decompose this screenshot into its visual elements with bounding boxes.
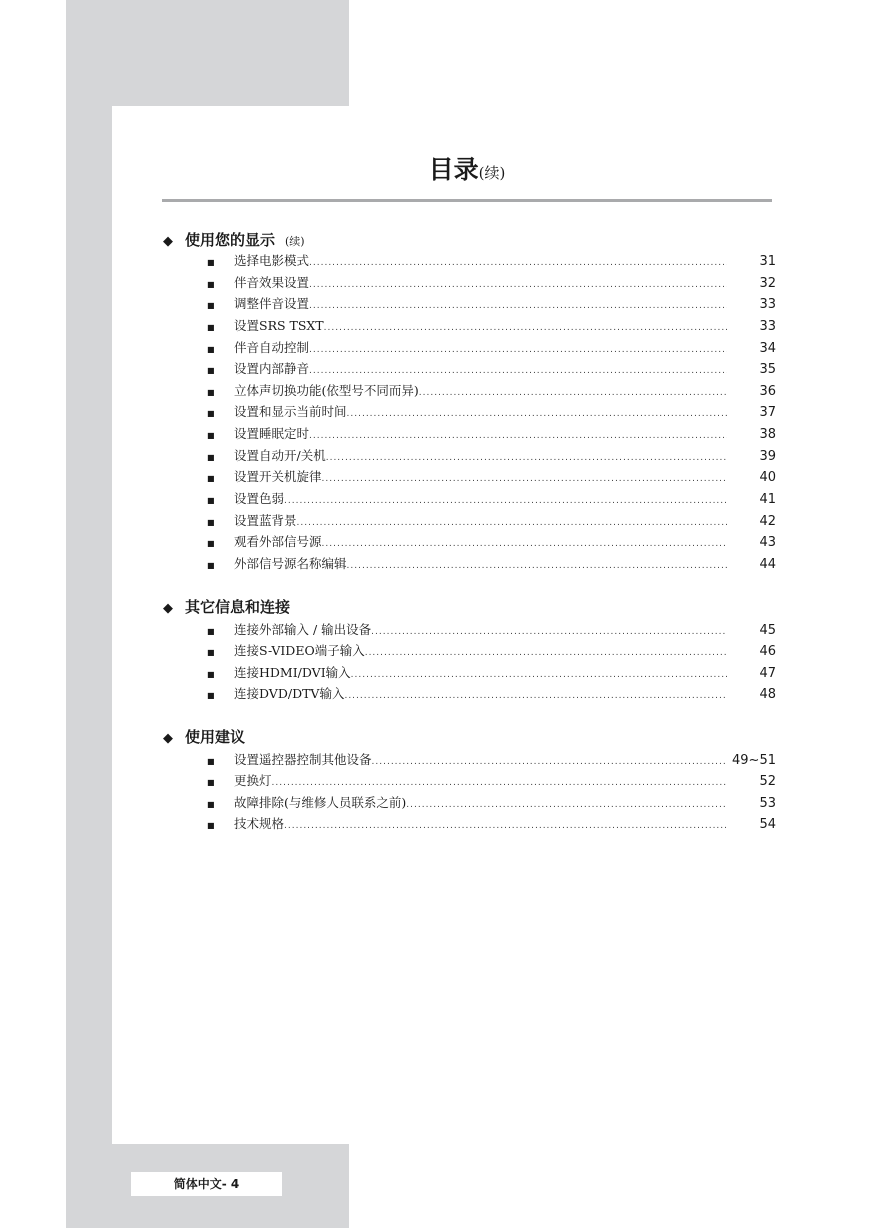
square-bullet-icon: ■ (207, 301, 215, 310)
toc-entry[interactable] (207, 749, 776, 770)
toc-entry-page: 53 (759, 796, 776, 811)
toc-entry-title: 技术规格 (234, 816, 285, 831)
square-bullet-icon: ■ (207, 518, 215, 527)
toc-entry-title: 设置蓝背景 (234, 513, 297, 528)
toc-entry-page: 52 (759, 774, 776, 789)
toc-entry[interactable] (207, 250, 776, 271)
toc-entry[interactable] (207, 488, 776, 509)
toc-entry[interactable] (207, 662, 776, 683)
dot-leader (309, 296, 727, 317)
section-heading (163, 596, 290, 618)
section-title: 使用建议 (185, 728, 246, 746)
toc-entry[interactable] (207, 337, 776, 358)
section-continued-note: (续) (285, 235, 305, 248)
toc-entry-page: 33 (759, 297, 776, 312)
dot-leader (347, 404, 727, 425)
toc-entry[interactable] (207, 272, 776, 293)
section-title: 其它信息和连接 (185, 598, 291, 616)
toc-entry[interactable] (207, 293, 776, 314)
toc-entry-title: 设置内部静音 (234, 361, 310, 376)
toc-entry-title: 伴音效果设置 (234, 275, 310, 290)
section-title: 使用您的显示 (185, 231, 276, 249)
dot-leader (324, 318, 727, 339)
page-title-sub: (续) (478, 164, 506, 182)
toc-entry[interactable] (207, 640, 776, 661)
toc-entry[interactable] (207, 380, 776, 401)
toc-entry-title: 立体声切换功能(依型号不同而异) (234, 383, 419, 398)
toc-entry-page: 39 (759, 449, 776, 464)
toc-entry-page: 34 (759, 341, 776, 356)
dot-leader (344, 686, 727, 707)
diamond-bullet-icon: ◆ (163, 731, 173, 746)
square-bullet-icon: ■ (207, 453, 215, 462)
square-bullet-icon: ■ (207, 474, 215, 483)
square-bullet-icon: ■ (207, 821, 215, 830)
toc-entry-page: 49~51 (732, 753, 776, 768)
toc-entry-page: 42 (759, 514, 776, 529)
square-bullet-icon: ■ (207, 757, 215, 766)
toc-entry-title: 连接S-VIDEO端子输入 (234, 643, 365, 658)
toc-entry-page: 43 (759, 535, 776, 550)
toc-entry-page: 45 (759, 623, 776, 638)
square-bullet-icon: ■ (207, 323, 215, 332)
toc-entry[interactable] (207, 813, 776, 834)
toc-entry[interactable] (207, 423, 776, 444)
square-bullet-icon: ■ (207, 366, 215, 375)
page-title (162, 150, 772, 186)
dot-leader (347, 556, 727, 577)
toc-entry[interactable] (207, 466, 776, 487)
dot-leader (365, 643, 727, 664)
toc-entry[interactable] (207, 401, 776, 422)
toc-entry-title: 调整伴音设置 (234, 296, 310, 311)
diamond-bullet-icon: ◆ (163, 601, 173, 616)
square-bullet-icon: ■ (207, 670, 215, 679)
toc-entry-page: 47 (759, 666, 776, 681)
dot-leader (309, 426, 727, 447)
toc-entry-page: 44 (759, 557, 776, 572)
dot-leader (309, 361, 727, 382)
toc-entry-page: 40 (759, 470, 776, 485)
square-bullet-icon: ■ (207, 561, 215, 570)
toc-entry[interactable] (207, 445, 776, 466)
toc-entry-title: 连接HDMI/DVI输入 (234, 665, 351, 680)
square-bullet-icon: ■ (207, 800, 215, 809)
square-bullet-icon: ■ (207, 496, 215, 505)
square-bullet-icon: ■ (207, 280, 215, 289)
dot-leader (284, 491, 727, 512)
toc-entry-title: 更换灯 (234, 773, 272, 788)
toc-entry[interactable] (207, 531, 776, 552)
toc-entry-title: 故障排除(与维修人员联系之前) (234, 795, 407, 810)
square-bullet-icon: ■ (207, 388, 215, 397)
toc-entry[interactable] (207, 770, 776, 791)
toc-entry-page: 48 (759, 687, 776, 702)
toc-entry-title: 设置色弱 (234, 491, 285, 506)
toc-entry-title: 选择电影模式 (234, 253, 310, 268)
toc-entry-page: 31 (759, 254, 776, 269)
toc-entry-title: 外部信号源名称编辑 (234, 556, 347, 571)
dot-leader (322, 469, 727, 490)
toc-entry-page: 35 (759, 362, 776, 377)
square-bullet-icon: ■ (207, 627, 215, 636)
dot-leader (322, 534, 727, 555)
section-heading (163, 726, 245, 748)
diamond-bullet-icon: ◆ (163, 234, 173, 249)
toc-entry-page: 33 (759, 319, 776, 334)
toc-entry-page: 32 (759, 276, 776, 291)
section-heading (163, 229, 305, 251)
toc-entry-page: 38 (759, 427, 776, 442)
dot-leader (272, 773, 727, 794)
toc-entry[interactable] (207, 792, 776, 813)
toc-entry-title: 观看外部信号源 (234, 534, 322, 549)
square-bullet-icon: ■ (207, 345, 215, 354)
toc-entry[interactable] (207, 510, 776, 531)
toc-entry-title: 设置SRS TSXT (234, 318, 324, 333)
toc-entry-title: 伴音自动控制 (234, 340, 310, 355)
toc-entry[interactable] (207, 683, 776, 704)
title-divider (162, 199, 772, 202)
toc-entry-page: 36 (759, 384, 776, 399)
toc-entry-title: 连接外部输入 / 输出设备 (234, 622, 372, 637)
dot-leader (309, 253, 727, 274)
square-bullet-icon: ■ (207, 648, 215, 657)
square-bullet-icon: ■ (207, 431, 215, 440)
toc-entry-title: 设置睡眠定时 (234, 426, 310, 441)
toc-entry-title: 连接DVD/DTV输入 (234, 686, 345, 701)
toc-entry-title: 设置开关机旋律 (234, 469, 322, 484)
square-bullet-icon: ■ (207, 691, 215, 700)
page-title-main: 目录 (428, 155, 479, 184)
square-bullet-icon: ■ (207, 258, 215, 267)
dot-leader (284, 816, 727, 837)
toc-entry-page: 46 (759, 644, 776, 659)
toc-entry-page: 41 (759, 492, 776, 507)
toc-entry-title: 设置和显示当前时间 (234, 404, 347, 419)
square-bullet-icon: ■ (207, 539, 215, 548)
toc-entry-page: 37 (759, 405, 776, 420)
decor-gray-strip-left (66, 0, 112, 1228)
page-footer-label: 简体中文- 4 (131, 1172, 282, 1196)
toc-entry-title: 设置遥控器控制其他设备 (234, 752, 372, 767)
toc-entry[interactable] (207, 553, 776, 574)
square-bullet-icon: ■ (207, 778, 215, 787)
toc-entry[interactable] (207, 315, 776, 336)
toc-entry[interactable] (207, 358, 776, 379)
square-bullet-icon: ■ (207, 409, 215, 418)
toc-entry-title: 设置自动开/关机 (234, 448, 326, 463)
toc-entry[interactable] (207, 619, 776, 640)
toc-entry-page: 54 (759, 817, 776, 832)
